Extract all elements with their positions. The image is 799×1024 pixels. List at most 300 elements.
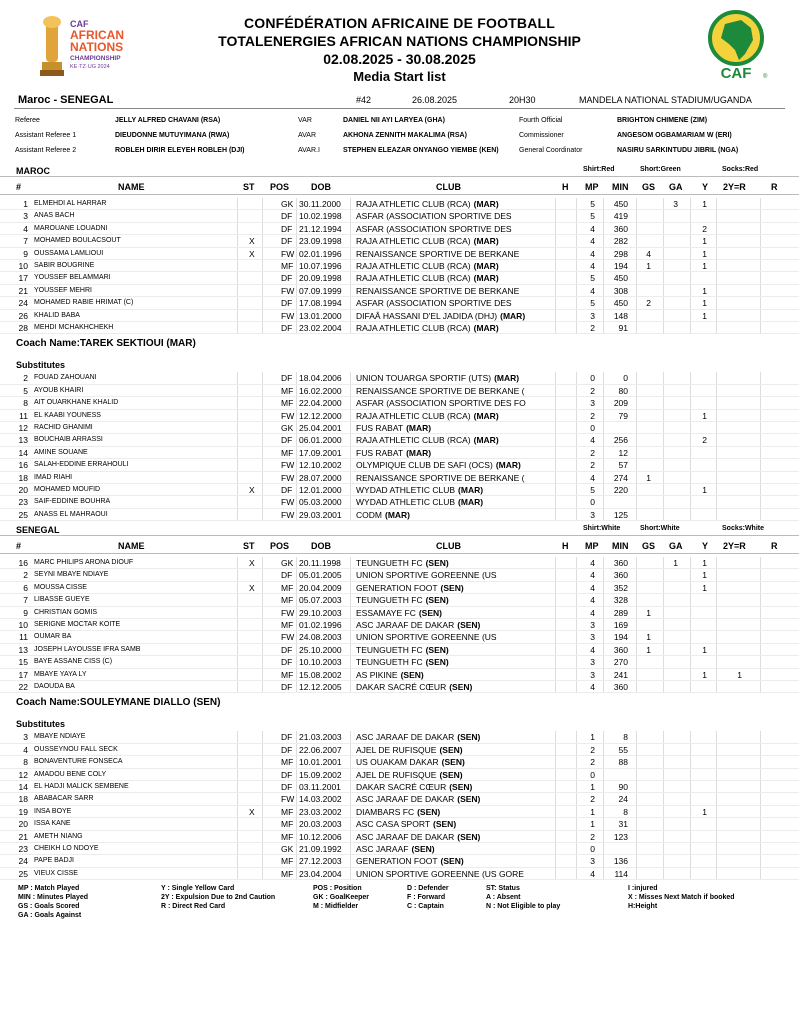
- grid-line: [576, 619, 577, 630]
- min-cell: 24: [618, 794, 628, 805]
- grid-line: [690, 557, 691, 568]
- grid-line: [296, 410, 297, 421]
- dob-cell: 25.10.2000: [299, 644, 342, 655]
- club-cell: [356, 423, 431, 433]
- shirt-number: 19: [18, 806, 28, 817]
- grid-line: [716, 744, 717, 755]
- table-row: [0, 235, 799, 247]
- legend-entry: X : Misses Next Match if booked: [628, 894, 735, 901]
- grid-line: [663, 582, 664, 593]
- grid-line: [690, 297, 691, 308]
- grid-line: [603, 509, 604, 520]
- legend-entry: MP : Match Played: [18, 885, 80, 892]
- position-cell: DF: [281, 682, 293, 692]
- shirt-number: 22: [18, 682, 28, 692]
- grid-line: [237, 644, 238, 655]
- club-country: (SEN): [417, 806, 441, 817]
- club-name: AS PIKINE: [356, 669, 398, 680]
- grid-line: [663, 619, 664, 630]
- grid-line: [603, 434, 604, 445]
- y-cell: 1: [702, 310, 707, 321]
- table-row: [0, 322, 799, 334]
- player-name: AIT OUARKHANE KHALID: [34, 399, 119, 407]
- grid-line: [555, 582, 556, 593]
- mp-cell: 3: [590, 669, 595, 680]
- shirt-number: 24: [18, 298, 28, 309]
- grid-line: [636, 322, 637, 333]
- grid-line: [636, 855, 637, 866]
- club-country: (SEN): [449, 782, 473, 792]
- grid-line: [716, 831, 717, 842]
- dob-cell: 15.08.2002: [299, 669, 342, 680]
- shirt-number: 3: [23, 211, 28, 222]
- shirt-number: 20: [18, 819, 28, 830]
- shirt-number: 13: [18, 644, 28, 655]
- official-name: AKHONA ZENNITH MAKALIMA (RSA): [343, 132, 467, 139]
- grid-line: [663, 569, 664, 580]
- legend-entry: I :injured: [628, 885, 658, 892]
- club-cell: [356, 608, 442, 618]
- position-cell: MF: [281, 398, 294, 409]
- mp-cell: 2: [590, 757, 595, 768]
- grid-line: [603, 806, 604, 817]
- position-cell: MF: [281, 757, 294, 768]
- shirt-number: 17: [18, 273, 28, 284]
- dob-cell: 16.02.2000: [299, 385, 342, 396]
- player-name: OUMAR BA: [34, 633, 72, 641]
- mp-cell: 5: [590, 298, 595, 309]
- grid-line: [262, 656, 263, 667]
- min-cell: 360: [613, 223, 628, 234]
- club-name: ASC JARAAF DE DAKAR: [356, 732, 455, 743]
- table-row: [0, 509, 799, 521]
- player-name: MBAYE YAYA LY: [34, 670, 87, 678]
- grid-line: [237, 769, 238, 780]
- grid-line: [663, 855, 664, 866]
- min-cell: 114: [614, 868, 628, 879]
- grid-line: [760, 322, 761, 333]
- grid-line: [760, 831, 761, 842]
- player-name: AMADOU BENE COLY: [34, 770, 107, 778]
- club-cell: [356, 645, 449, 655]
- table-row: [0, 619, 799, 631]
- club-cell: [356, 595, 449, 605]
- grid-line: [555, 769, 556, 780]
- coach-name: Coach Name:TAREK SEKTIOUI (MAR): [16, 338, 196, 350]
- table-row: [0, 285, 799, 297]
- mp-cell: 5: [590, 211, 595, 222]
- grid-line: [603, 447, 604, 458]
- grid-line: [576, 669, 577, 680]
- grid-line: [636, 397, 637, 408]
- mp-cell: 4: [590, 868, 595, 879]
- club-cell: [356, 224, 512, 234]
- player-name: OUSSEYNOU FALL SECK: [34, 745, 118, 753]
- grid-line: [262, 434, 263, 445]
- min-cell: 169: [613, 620, 628, 630]
- player-name: BOUCHAIB ARRASSI: [34, 436, 103, 444]
- grid-line: [636, 769, 637, 780]
- min-cell: 282: [613, 236, 628, 247]
- grid-line: [262, 594, 263, 605]
- club-country: (SEN): [449, 682, 473, 692]
- club-name: RAJA ATHLETIC CLUB (RCA): [356, 261, 471, 271]
- grid-line: [576, 731, 577, 742]
- grid-line: [636, 496, 637, 507]
- club-name: TEUNGUETH FC: [356, 558, 423, 568]
- club-cell: [356, 311, 525, 321]
- position-cell: GK: [281, 558, 294, 568]
- dob-cell: 23.09.1998: [299, 236, 342, 247]
- grid-line: [603, 868, 604, 879]
- min-cell: 148: [613, 310, 628, 321]
- grid-line: [237, 447, 238, 458]
- mp-cell: 2: [590, 744, 595, 755]
- grid-line: [350, 681, 351, 692]
- mp-cell: 4: [590, 472, 595, 483]
- grid-line: [663, 781, 664, 792]
- mp-cell: 2: [590, 323, 595, 333]
- grid-line: [555, 868, 556, 879]
- position-cell: DF: [281, 744, 293, 755]
- grid-line: [663, 472, 664, 483]
- svg-text:CAF: CAF: [70, 19, 89, 29]
- grid-line: [350, 781, 351, 792]
- column-header: NAME: [118, 541, 145, 551]
- grid-line: [296, 669, 297, 680]
- official-name: JELLY ALFRED CHAVANI (RSA): [115, 117, 221, 124]
- club-cell: [356, 632, 497, 642]
- grid-line: [350, 272, 351, 283]
- club-name: ASC JARAAF DE DAKAR: [356, 831, 455, 842]
- grid-line: [350, 731, 351, 742]
- min-cell: 274: [613, 472, 628, 483]
- dob-cell: 10.01.2001: [299, 757, 342, 768]
- table-row: [0, 385, 799, 397]
- column-header: GA: [669, 182, 683, 192]
- column-header: #: [16, 541, 22, 551]
- grid-line: [262, 272, 263, 283]
- min-cell: 8: [623, 806, 628, 817]
- grid-line: [262, 644, 263, 655]
- grid-line: [555, 372, 556, 383]
- status-cell: X: [249, 485, 255, 495]
- grid-line: [603, 793, 604, 804]
- mp-cell: 3: [590, 398, 595, 409]
- grid-line: [555, 669, 556, 680]
- grid-line: [350, 582, 351, 593]
- position-cell: DF: [281, 644, 293, 655]
- club-country: (MAR): [500, 310, 526, 321]
- grid-line: [690, 781, 691, 792]
- grid-line: [262, 372, 263, 383]
- grid-line: [690, 372, 691, 383]
- position-cell: FW: [281, 509, 295, 520]
- team-line: [0, 523, 799, 536]
- grid-line: [760, 781, 761, 792]
- position-cell: MF: [281, 385, 294, 396]
- officials-panel: [0, 117, 799, 161]
- official-label: Fourth Official: [519, 117, 563, 124]
- legend-entry: GK : GoalKeeper: [313, 894, 370, 901]
- grid-line: [636, 484, 637, 495]
- grid-line: [576, 434, 577, 445]
- grid-line: [237, 459, 238, 470]
- grid-line: [576, 484, 577, 495]
- shirt-number: 12: [18, 423, 28, 433]
- grid-line: [237, 557, 238, 568]
- club-name: UNION SPORTIVE GOREENNE (US: [356, 632, 497, 643]
- dob-cell: 12.12.2000: [299, 410, 342, 421]
- mp-cell: 2: [590, 410, 595, 421]
- club-cell: [356, 869, 524, 879]
- min-cell: 450: [613, 298, 628, 309]
- grid-line: [663, 594, 664, 605]
- shirt-number: 20: [18, 485, 28, 495]
- club-country: (MAR): [473, 410, 499, 421]
- grid-line: [576, 631, 577, 642]
- grid-line: [296, 607, 297, 618]
- grid-line: [716, 223, 717, 234]
- grid-line: [760, 619, 761, 630]
- club-cell: [356, 386, 524, 396]
- match-time: 20H30: [509, 95, 536, 105]
- shirt-number: 18: [18, 794, 28, 805]
- club-cell: [356, 485, 483, 495]
- grid-line: [636, 472, 637, 483]
- grid-line: [350, 260, 351, 271]
- dob-cell: 22.04.2000: [299, 398, 342, 409]
- grid-line: [663, 235, 664, 246]
- grid-line: [760, 434, 761, 445]
- grid-line: [555, 569, 556, 580]
- table-row: [0, 806, 799, 818]
- min-cell: 12: [618, 447, 628, 458]
- club-name: RAJA ATHLETIC CLUB (RCA): [356, 410, 471, 421]
- column-header: DOB: [311, 182, 331, 192]
- grid-line: [237, 855, 238, 866]
- min-cell: 90: [618, 782, 628, 792]
- grid-line: [636, 781, 637, 792]
- table-row: [0, 472, 799, 484]
- legend-entry: F : Forward: [407, 894, 446, 901]
- column-header: R: [771, 182, 778, 192]
- mp-cell: 4: [590, 682, 595, 692]
- position-cell: FW: [281, 410, 295, 421]
- shirt-number: 7: [23, 595, 28, 606]
- player-name: DAOUDA BA: [34, 683, 75, 690]
- grid-line: [760, 272, 761, 283]
- grid-line: [760, 223, 761, 234]
- club-cell: [356, 510, 410, 520]
- grid-line: [576, 235, 577, 246]
- grid-line: [576, 472, 577, 483]
- grid-line: [636, 410, 637, 421]
- table-row: [0, 410, 799, 422]
- team-name: MAROC: [16, 166, 50, 176]
- grid-line: [296, 210, 297, 221]
- gs-cell: 1: [646, 644, 651, 655]
- grid-line: [663, 868, 664, 879]
- grid-line: [262, 210, 263, 221]
- player-name: PAPE BADJI: [34, 857, 74, 865]
- grid-line: [690, 793, 691, 804]
- grid-line: [690, 681, 691, 692]
- grid-line: [760, 582, 761, 593]
- grid-line: [555, 385, 556, 396]
- grid-line: [636, 793, 637, 804]
- position-cell: MF: [281, 868, 294, 879]
- grid-line: [576, 410, 577, 421]
- shirt-number: 16: [18, 558, 28, 568]
- grid-line: [262, 681, 263, 692]
- shirt-number: 9: [23, 607, 28, 618]
- grid-line: [262, 831, 263, 842]
- position-cell: FW: [281, 310, 295, 321]
- shirt-number: 23: [18, 497, 28, 508]
- grid-line: [262, 198, 263, 209]
- table-row: [0, 248, 799, 260]
- grid-line: [296, 509, 297, 520]
- grid-line: [636, 594, 637, 605]
- grid-line: [555, 272, 556, 283]
- grid-line: [663, 509, 664, 520]
- grid-line: [237, 619, 238, 630]
- column-header: CLUB: [436, 182, 461, 192]
- grid-line: [690, 582, 691, 593]
- grid-line: [350, 631, 351, 642]
- column-header: DOB: [311, 541, 331, 551]
- shirt-number: 6: [23, 582, 28, 593]
- y-cell: 1: [702, 410, 707, 421]
- club-name: TEUNGUETH FC: [356, 595, 423, 606]
- grid-line: [663, 272, 664, 283]
- min-cell: 209: [613, 398, 628, 409]
- grid-line: [262, 459, 263, 470]
- grid-line: [576, 644, 577, 655]
- y-cell: 1: [702, 558, 707, 568]
- grid-line: [350, 619, 351, 630]
- table-row: [0, 831, 799, 843]
- player-name: BAYE ASSANE CISS (C): [34, 658, 113, 666]
- grid-line: [603, 385, 604, 396]
- grid-line: [663, 410, 664, 421]
- club-name: ASFAR (ASSOCIATION SPORTIVE DES: [356, 223, 512, 234]
- club-name: ASFAR (ASSOCIATION SPORTIVE DES FO: [356, 398, 526, 409]
- grid-line: [237, 198, 238, 209]
- shirt-number: 26: [18, 310, 28, 321]
- grid-line: [576, 569, 577, 580]
- club-country: (MAR): [473, 261, 499, 271]
- grid-line: [237, 582, 238, 593]
- table-row: [0, 731, 799, 743]
- grid-line: [636, 260, 637, 271]
- table-row: [0, 434, 799, 446]
- grid-line: [663, 484, 664, 495]
- shirt-number: 16: [18, 460, 28, 471]
- grid-line: [603, 272, 604, 283]
- player-name: KHALID BABA: [34, 311, 80, 319]
- kit-short: Short:White: [640, 525, 680, 532]
- club-cell: [356, 323, 499, 333]
- mp-cell: 4: [590, 558, 595, 568]
- grid-line: [555, 855, 556, 866]
- legend-entry: POS : Position: [313, 885, 362, 892]
- table-row: [0, 272, 799, 284]
- column-header: R: [771, 541, 778, 551]
- mp-cell: 3: [590, 509, 595, 520]
- grid-line: [690, 644, 691, 655]
- table-row: [0, 769, 799, 781]
- grid-line: [716, 582, 717, 593]
- grid-line: [350, 285, 351, 296]
- grid-line: [636, 422, 637, 433]
- grid-line: [760, 793, 761, 804]
- shirt-number: 9: [23, 248, 28, 259]
- club-cell: [356, 794, 480, 804]
- club-cell: [356, 657, 449, 667]
- grid-line: [555, 681, 556, 692]
- grid-line: [760, 818, 761, 829]
- grid-line: [690, 831, 691, 842]
- mp-cell: 5: [590, 273, 595, 284]
- grid-line: [636, 509, 637, 520]
- position-cell: FW: [281, 248, 295, 259]
- column-header: ST: [243, 182, 255, 192]
- grid-line: [716, 297, 717, 308]
- position-cell: MF: [281, 595, 294, 606]
- club-cell: [356, 286, 519, 296]
- mp-cell: 3: [590, 620, 595, 630]
- grid-line: [237, 248, 238, 259]
- grid-line: [760, 248, 761, 259]
- dob-cell: 27.12.2003: [299, 856, 342, 867]
- grid-line: [555, 496, 556, 507]
- grid-line: [296, 594, 297, 605]
- legend-entry: GA : Goals Against: [18, 912, 82, 919]
- grid-line: [716, 669, 717, 680]
- dob-cell: 29.10.2003: [299, 607, 342, 618]
- grid-line: [636, 198, 637, 209]
- grid-line: [760, 644, 761, 655]
- grid-line: [636, 447, 637, 458]
- grid-line: [716, 235, 717, 246]
- grid-line: [636, 619, 637, 630]
- mp-cell: 0: [590, 844, 595, 854]
- grid-line: [296, 447, 297, 458]
- grid-line: [690, 744, 691, 755]
- grid-line: [690, 656, 691, 667]
- grid-line: [296, 806, 297, 817]
- grid-line: [555, 198, 556, 209]
- club-country: (SEN): [457, 831, 481, 842]
- legend-entry: N : Not Eligible to play: [486, 903, 561, 910]
- grid-line: [636, 459, 637, 470]
- official-name: NASIRU SARKINTUDU JIBRIL (NGA): [617, 147, 739, 154]
- grid-line: [262, 756, 263, 767]
- club-country: (SEN): [411, 844, 435, 854]
- player-name: ANAS BACH: [34, 212, 75, 220]
- shirt-number: 28: [18, 323, 28, 333]
- grid-line: [262, 484, 263, 495]
- shirt-number: 8: [23, 757, 28, 768]
- official-name: ROBLEH DIRIR ELEYEH ROBLEH (DJI): [115, 147, 245, 154]
- club-country: (SEN): [457, 732, 481, 743]
- grid-line: [603, 410, 604, 421]
- club-name: ASC JARAAF: [356, 844, 409, 854]
- club-cell: [356, 807, 440, 817]
- grid-line: [237, 781, 238, 792]
